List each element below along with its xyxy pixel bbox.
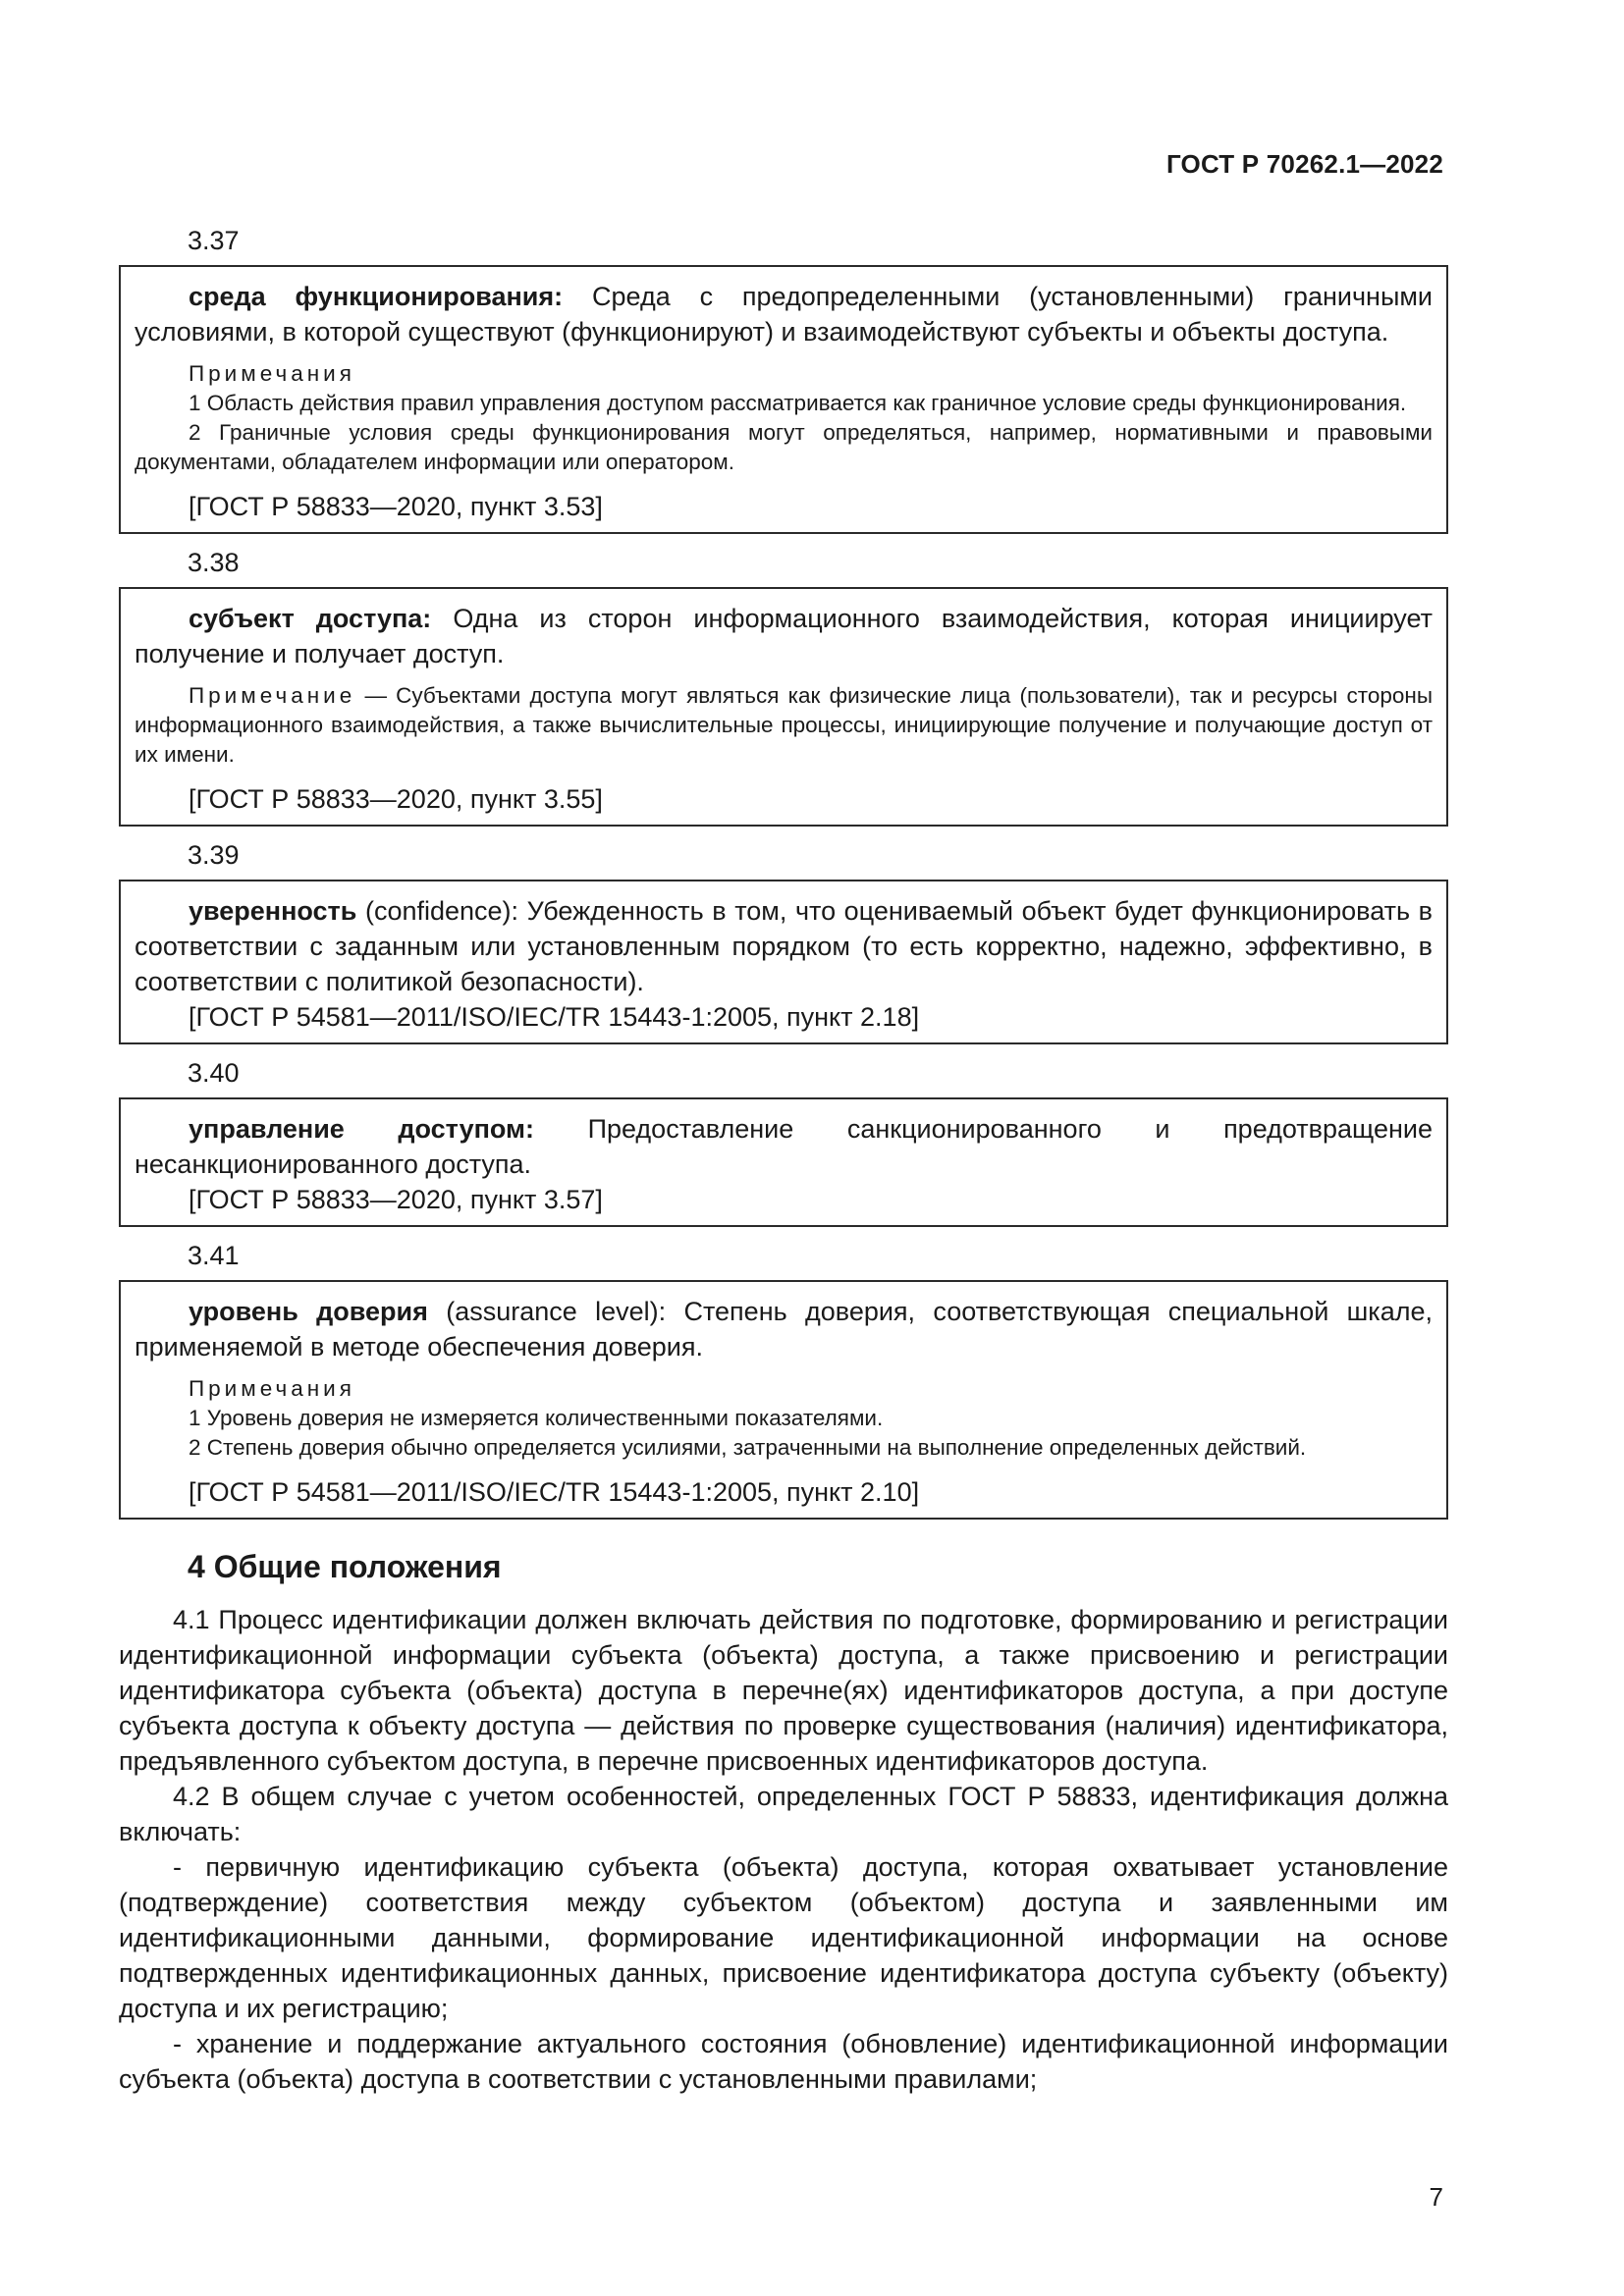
entry-number: 3.40 [188,1058,240,1088]
note-item: 1 Область действия правил управления доступом рассматривается как граничное условие среды функционирования. [189,391,1407,415]
reference: [ГОСТ Р 54581—2011/ISO/IEC/TR 15443-1:2005, пункт 2.10] [189,1477,920,1507]
definition-body: Одна из сторон информационного взаимодействия, которая инициирует получение и получает доступ. [135,604,1433,668]
term: среда функционирования: [189,282,564,311]
list-item: - хранение и поддержание актуального состояния (обновление) идентификационной информации субъекта (объекта) доступа в соответствии с установленными правилами; [119,2029,1448,2094]
definition-text [135,1111,1433,1182]
list-item: - первичную идентификацию субъекта (объекта) доступа, которая охватывает установление (подтверждение) соответствия между субъектом (объектом) доступа и заявленными им идентификационными данными, формирование идентификационной информации на основе подтвержденных идентификационных данных, присвоение идентификатора доступа субъекту (объекту) доступа и их регистрацию; [119,1852,1448,2023]
term: уровень доверия [189,1297,428,1326]
definition-text [135,279,1433,349]
page-number: 7 [1429,2182,1443,2212]
note-heading: Примечание [189,683,356,708]
definition-box [119,880,1448,1044]
term: управление доступом: [189,1114,534,1144]
note-item: 1 Уровень доверия не измеряется количественными показателями. [189,1406,884,1430]
reference: [ГОСТ Р 54581—2011/ISO/IEC/TR 15443-1:2005, пункт 2.18] [189,1002,920,1032]
page-content [119,224,1448,2097]
entry-number: 3.41 [188,1241,240,1270]
definition-body: (assurance level): Степень доверия, соответствующая специальной шкале, применяемой в методе обеспечения доверия. [135,1297,1433,1362]
definition-box [119,265,1448,534]
entry-number: 3.39 [188,840,240,870]
note-body: — Субъектами доступа могут являться как физические лица (пользователи), так и ресурсы стороны информационного взаимодействия, а также вычислительные процессы, инициирующие получение и получающие доступ от их имени. [135,683,1433,767]
reference: [ГОСТ Р 58833—2020, пункт 3.55] [189,784,603,814]
definition-body: Среда с предопределенными (установленными) граничными условиями, в которой существуют (функционируют) и взаимодействуют субъекты и объекты доступа. [135,282,1433,347]
notes-heading: Примечания [189,1376,355,1401]
definition-text [135,893,1433,999]
definition-text [135,1294,1433,1364]
term: уверенность [189,896,357,926]
note-item: 2 Степень доверия обычно определяется усилиями, затраченными на выполнение определенных действий. [189,1435,1307,1460]
document-id: ГОСТ Р 70262.1—2022 [1165,149,1443,179]
section-heading: 4 Общие положения [188,1549,502,1584]
definition-text [135,601,1433,671]
reference: [ГОСТ Р 58833—2020, пункт 3.57] [189,1185,603,1214]
term: субъект доступа: [189,604,432,633]
definition-body: Предоставление санкционированного и предотвращение несанкционированного доступа. [135,1114,1433,1179]
note-item: 2 Граничные условия среды функционирования могут определяться, например, нормативными и правовыми документами, обладателем информации или оператором. [135,420,1433,474]
note-item [135,681,1433,770]
entry-number: 3.37 [188,226,240,255]
paragraph: 4.1 Процесс идентификации должен включать действия по подготовке, формированию и регистрации идентификационной информации субъекта (объекта) доступа, а также присвоению и регистрации идентификатора субъекта (объекта) доступа в перечне(ях) идентификаторов доступа, а при доступе субъекта доступа к объекту доступа — действия по проверке существования (наличия) идентификатора, предъявленного субъектом доступа, в перечне присвоенных идентификаторов доступа. [119,1605,1448,1776]
notes-heading: Примечания [189,361,355,386]
definition-box [119,587,1448,827]
definition-box [119,1097,1448,1227]
definition-box [119,1280,1448,1520]
reference: [ГОСТ Р 58833—2020, пункт 3.53] [189,492,603,521]
definition-body: (confidence): Убежденность в том, что оцениваемый объект будет функционировать в соответствии с заданным или установленным порядком (то есть корректно, надежно, эффективно, в соответствии с политикой безопасности). [135,896,1433,996]
entry-number: 3.38 [188,548,240,577]
paragraph: 4.2 В общем случае с учетом особенностей, определенных ГОСТ Р 58833, идентификация должна включать: [119,1782,1448,1846]
